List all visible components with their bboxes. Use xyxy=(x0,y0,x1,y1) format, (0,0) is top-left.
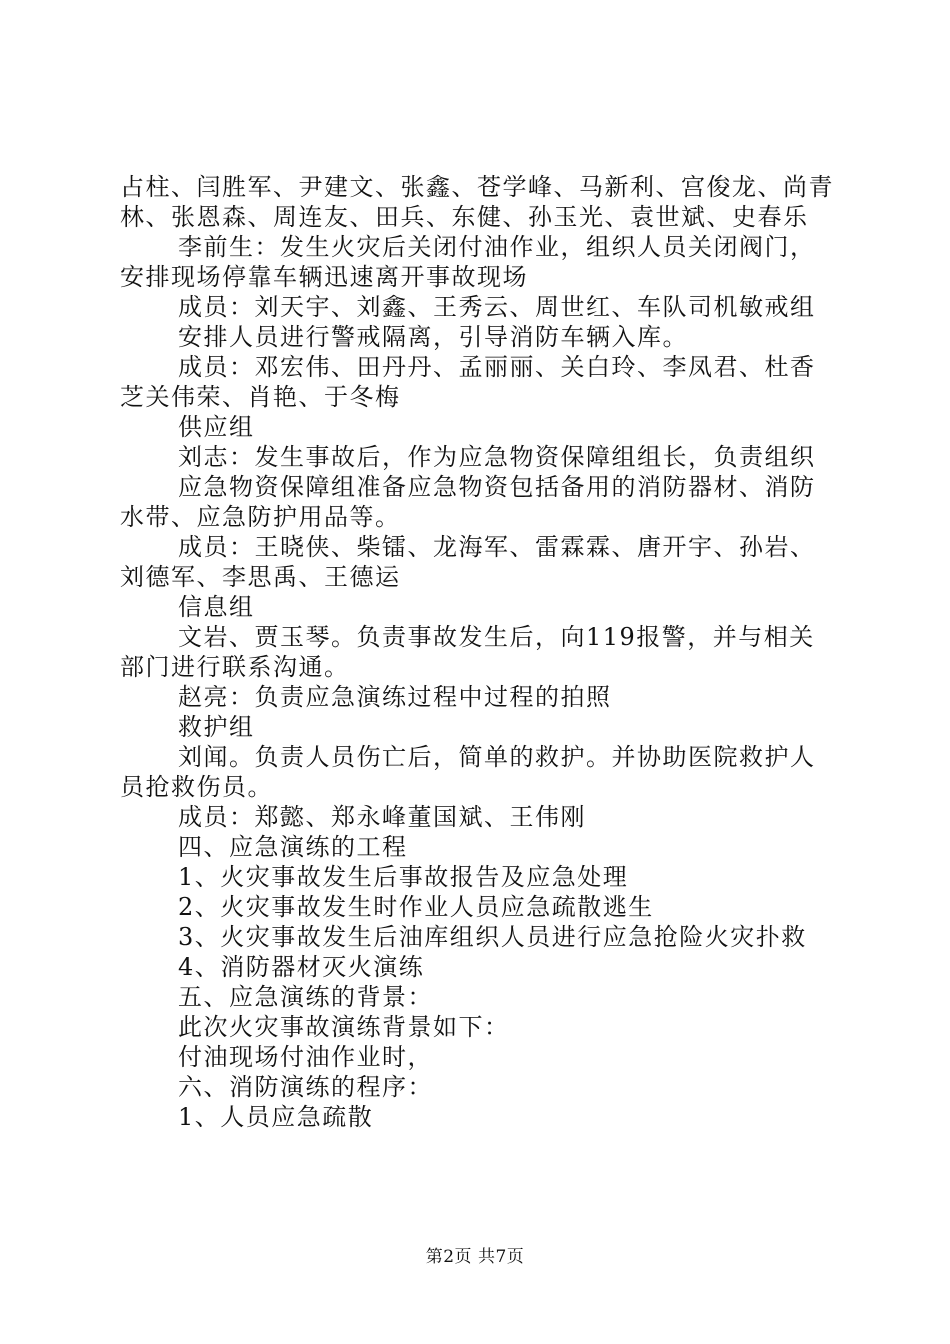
paragraph: 成员：王晓侠、柴镭、龙海军、雷霖霖、唐开宇、孙岩、刘德军、李思禹、王德运 xyxy=(120,533,816,591)
paragraph-member-list: 占柱、闫胜军、尹建文、张鑫、苍学峰、马新利、宫俊龙、尚青林、张恩森、周连友、田兵、东健、孙玉光、袁世斌、史春乐 xyxy=(120,173,834,231)
paragraph: 应急物资保障组准备应急物资包括备用的消防器材、消防水带、应急防护用品等。 xyxy=(120,473,816,531)
paragraph: 此次火灾事故演练背景如下： xyxy=(178,1013,510,1041)
paragraph: 成员：邓宏伟、田丹丹、孟丽丽、关白玲、李凤君、杜香芝关伟荣、肖艳、于冬梅 xyxy=(120,353,816,411)
paragraph: 赵亮：负责应急演练过程中过程的拍照 xyxy=(178,683,612,711)
section-heading-info-group: 信息组 xyxy=(178,593,255,621)
section-heading-drill-items: 四、应急演练的工程 xyxy=(178,833,408,861)
paragraph: 成员：郑懿、郑永峰董国斌、王伟刚 xyxy=(178,803,586,831)
paragraph: 文岩、贾玉琴。负责事故发生后，向119报警，并与相关部门进行联系沟通。 xyxy=(120,623,815,681)
list-item: 2、火灾事故发生时作业人员应急疏散逃生 xyxy=(178,893,654,921)
paragraph: 付油现场付油作业时， xyxy=(178,1043,433,1071)
list-item: 4、消防器材灭火演练 xyxy=(178,953,425,981)
list-item: 1、人员应急疏散 xyxy=(178,1103,374,1131)
list-item: 1、火灾事故发生后事故报告及应急处理 xyxy=(178,863,629,891)
page-number-footer: 第2页 共7页 xyxy=(425,1247,525,1267)
section-heading-procedure: 六、消防演练的程序： xyxy=(178,1073,433,1101)
section-heading-rescue-group: 救护组 xyxy=(178,713,255,741)
section-heading-supply-group: 供应组 xyxy=(178,413,255,441)
section-heading-background: 五、应急演练的背景： xyxy=(178,983,433,1011)
paragraph: 李前生：发生火灾后关闭付油作业，组织人员关闭阀门，安排现场停靠车辆迅速离开事故现场 xyxy=(120,233,816,291)
document-body xyxy=(120,172,840,1132)
paragraph: 刘志：发生事故后，作为应急物资保障组组长，负责组织 xyxy=(178,443,816,471)
paragraph: 刘闻。负责人员伤亡后，简单的救护。并协助医院救护人员抢救伤员。 xyxy=(120,743,816,801)
paragraph: 安排人员进行警戒隔离，引导消防车辆入库。 xyxy=(178,323,688,351)
list-item: 3、火灾事故发生后油库组织人员进行应急抢险火灾扑救 xyxy=(178,923,807,951)
paragraph: 成员：刘天宇、刘鑫、王秀云、周世红、车队司机敏戒组 xyxy=(178,293,816,321)
